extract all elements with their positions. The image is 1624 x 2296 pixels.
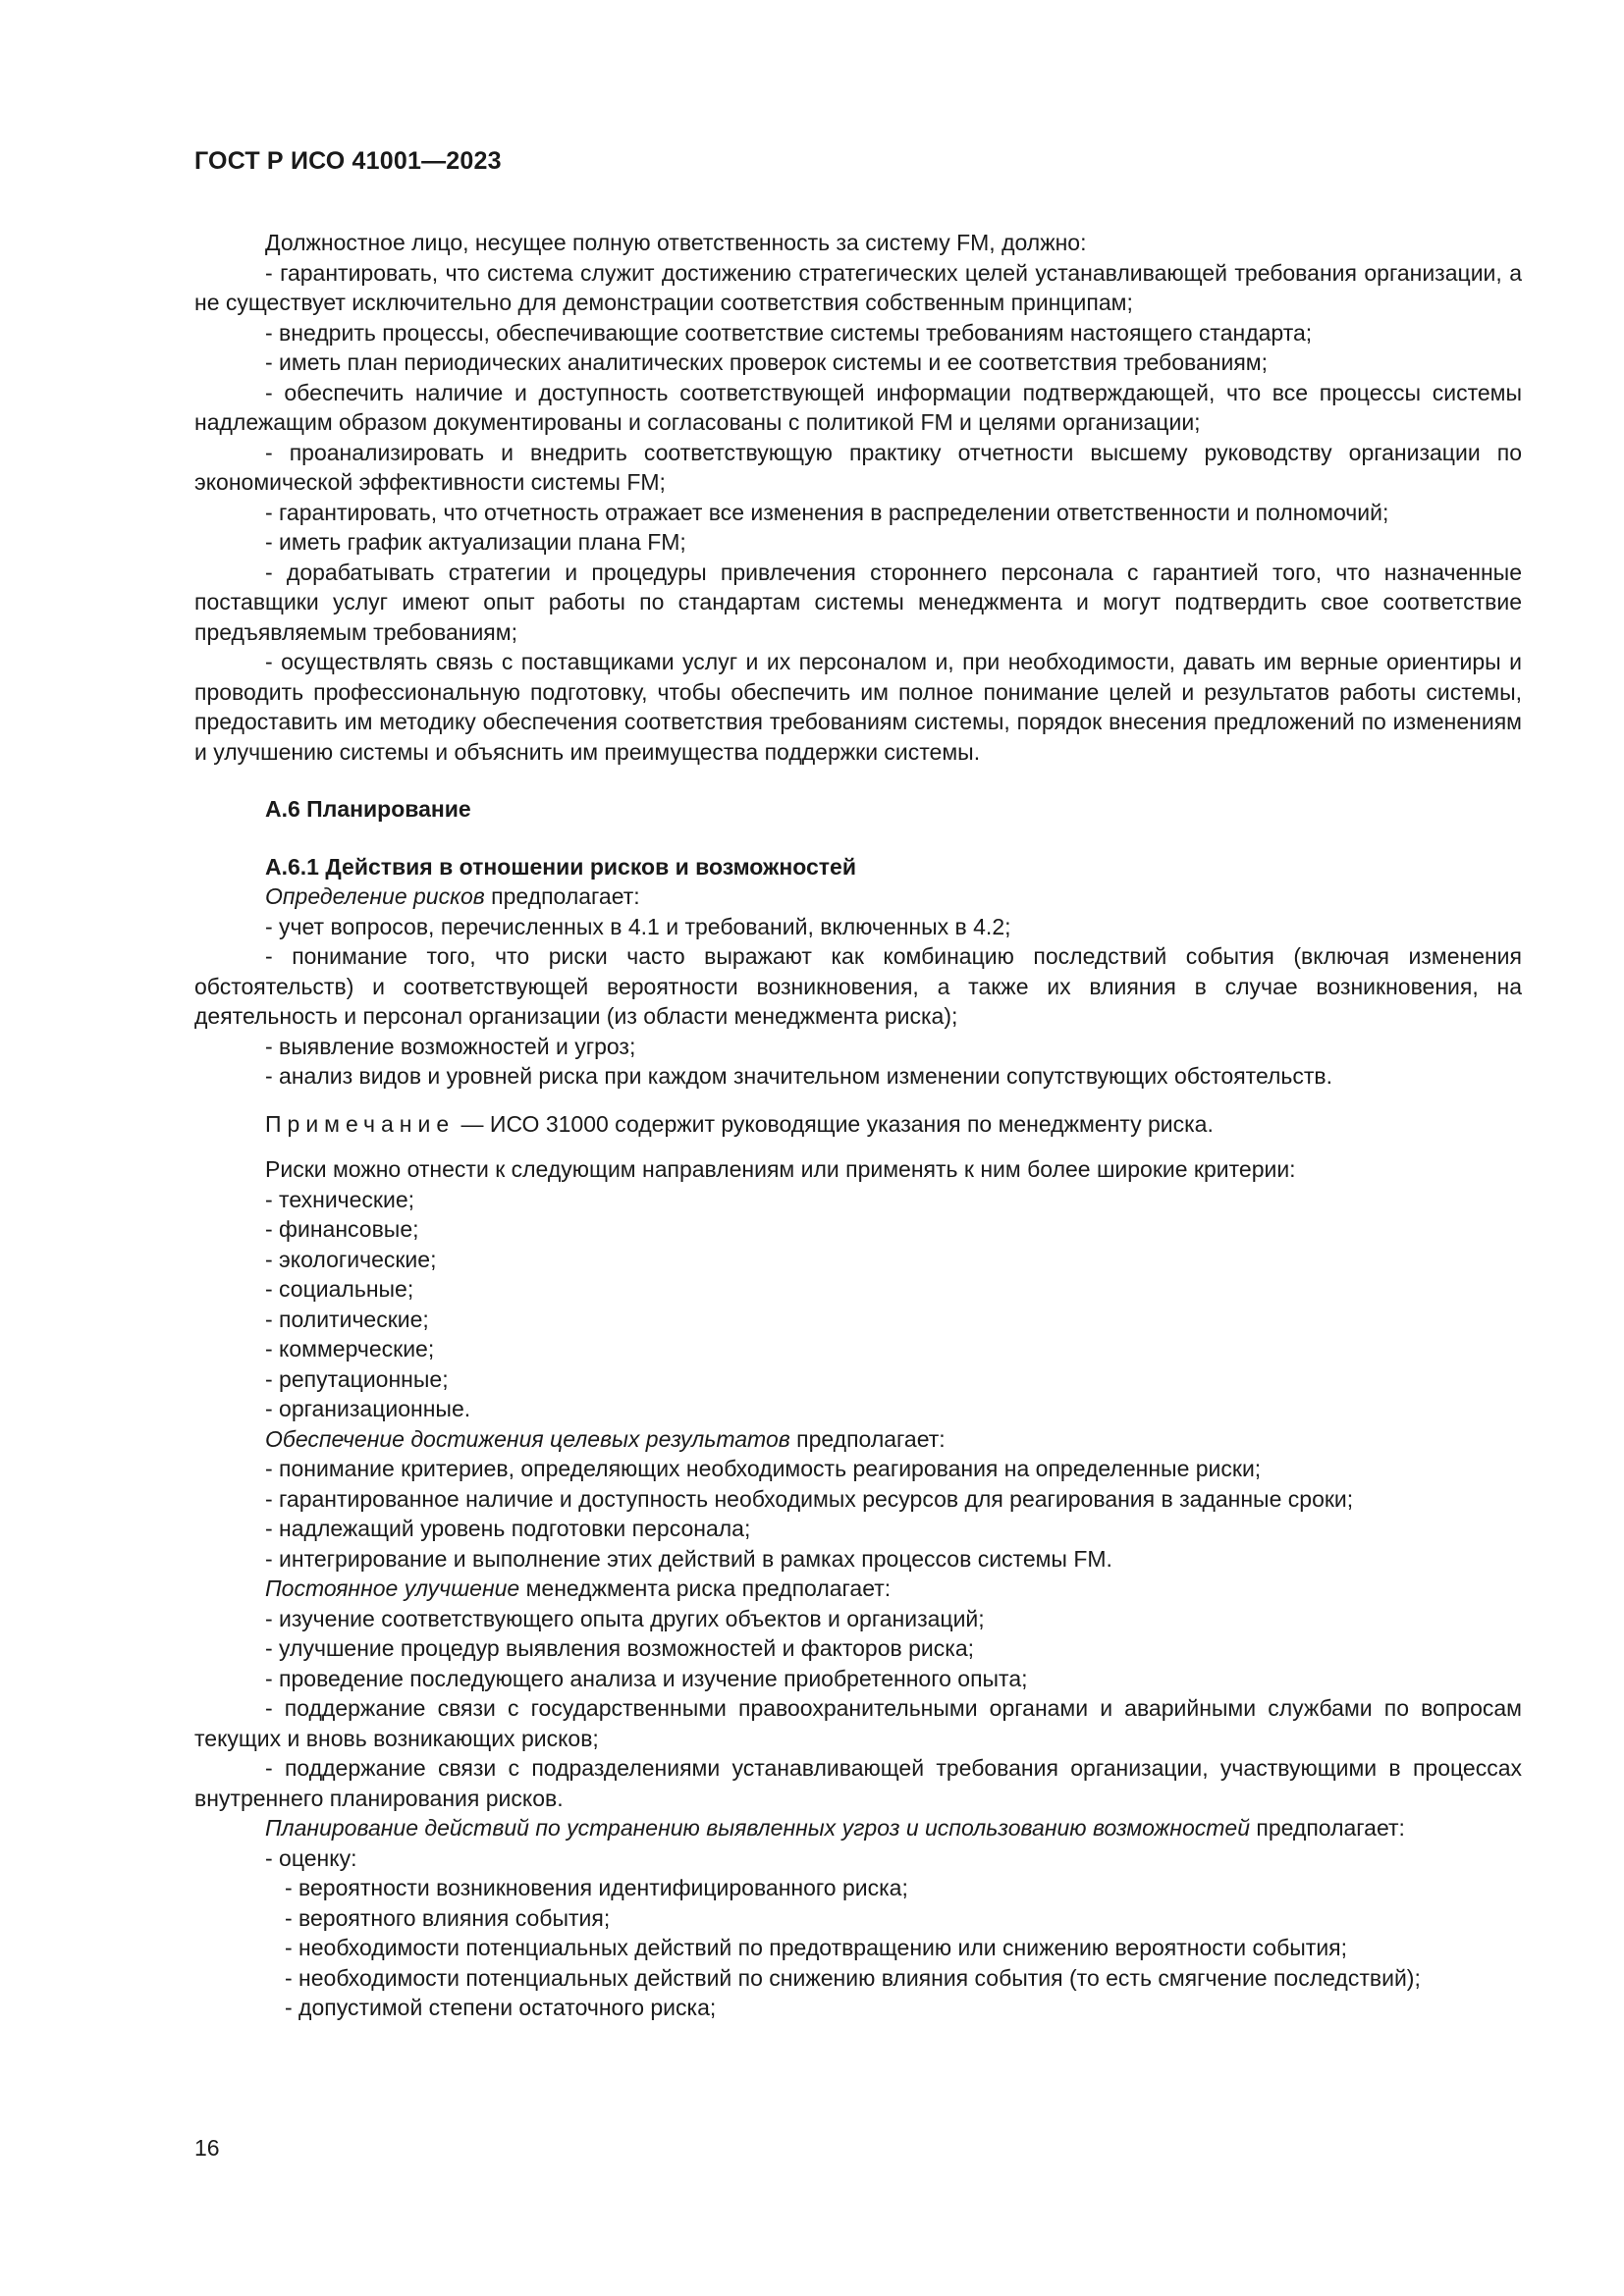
risk-definition-item: - выявление возможностей и угроз; [265,1033,636,1059]
improvement-item: - поддержание связи с государственными правоохранительными органами и аварийными службами по вопросам текущих и вновь возникающих рисков; [194,1695,1522,1751]
targets-item: - надлежащий уровень подготовки персонала; [265,1516,751,1541]
planning-item: - оценку: [265,1844,357,1871]
planning-lead [194,1813,1522,1843]
targets-term: Обеспечение достижения целевых результатов [265,1425,790,1452]
note [194,1109,1522,1140]
duty-item: - дорабатывать стратегии и процедуры привлечения стороннего персонала с гарантией того, что назначенные поставщики услуг имеют опыт работы по стандартам системы менеджмента и могут подтвердить свое соответствие предъявляемым требованиям; [194,559,1522,645]
improvement-item: - проведение последующего анализа и изучение приобретенного опыта; [265,1665,1028,1691]
duty-item: - иметь план периодических аналитических проверок системы и ее соответствия требованиям; [265,349,1268,375]
targets-lead [194,1424,1522,1455]
risk-definition-rest: предполагает: [484,883,640,909]
section-heading-a6: А.6 Планирование [265,796,471,822]
improvement-lead [194,1574,1522,1604]
planning-subitem: - необходимости потенциальных действий по предотвращению или снижению вероятности события; [285,1935,1348,1960]
duty-item: - осуществлять связь с поставщиками услуг и их персоналом и, при необходимости, давать им верные ориентиры и проводить профессиональную подготовку, чтобы обеспечить им полное понимание целей и результатов работы системы, предоставить им методику обеспечения соответствия требованиям системы, порядок внесения предложений по изменениям и улучшению системы и объяснить им преимущества поддержки системы. [194,649,1522,765]
direction-item: - репутационные; [265,1365,449,1392]
direction-item: - социальные; [265,1276,414,1302]
targets-item: - понимание критериев, определяющих необходимость реагирования на определенные риски; [265,1456,1262,1481]
intro-paragraph: Должностное лицо, несущее полную ответственность за систему FM, должно: [265,230,1087,255]
improvement-term: Постоянное улучшение [265,1575,520,1601]
page-number: 16 [194,2135,220,2161]
duty-item: - гарантировать, что отчетность отражает все изменения в распределении ответственности и полномочий; [265,499,1389,525]
direction-item: - коммерческие; [265,1336,435,1362]
duty-item: - проанализировать и внедрить соответствующую практику отчетности высшему руководству организации по экономической эффективности системы FM; [194,439,1522,495]
improvement-rest: менеджмента риска предполагает: [519,1575,892,1601]
duty-item: - внедрить процессы, обеспечивающие соответствие системы требованиям настоящего стандарта; [265,319,1313,346]
duty-item: - обеспечить наличие и доступность соответствующей информации подтверждающей, что все процессы системы надлежащим образом документированы и согласованы с политикой FM и целями организации; [194,379,1522,435]
duty-item: - иметь график актуализации плана FM; [265,529,686,555]
improvement-item: - изучение соответствующего опыта других объектов и организаций; [265,1605,985,1631]
note-text: — ИСО 31000 содержит руководящие указания по менеджменту риска. [455,1110,1214,1137]
directions-intro: Риски можно отнести к следующим направлениям или применять к ним более широкие критерии: [265,1156,1296,1182]
section-heading-a61: А.6.1 Действия в отношении рисков и возможностей [265,853,856,880]
direction-item: - политические; [265,1306,429,1332]
planning-subitem: - вероятного влияния события; [285,1904,611,1931]
direction-item: - финансовые; [265,1216,419,1242]
targets-rest: предполагает: [789,1425,946,1452]
planning-rest: предполагает: [1249,1815,1405,1841]
planning-term: Планирование действий по устранению выявленных угроз и использованию возможностей [265,1815,1250,1841]
note-label: Примечание [265,1110,456,1137]
direction-item: - технические; [265,1186,415,1212]
risk-definition-lead [194,881,1522,912]
improvement-item: - поддержание связи с подразделениями устанавливающей требования организации, участвующими в процессах внутреннего планирования рисков. [194,1755,1522,1811]
improvement-item: - улучшение процедур выявления возможностей и факторов риска; [265,1635,974,1661]
risk-definition-item: - понимание того, что риски часто выражают как комбинацию последствий события (включая изменения обстоятельств) и соответствующей вероятности возникновения, а также их влияния в случае возникновения, на деятельность и персонал организации (из области менеджмента риска); [194,943,1522,1029]
planning-subitem: - необходимости потенциальных действий по снижению влияния события (то есть смягчение последствий); [285,1964,1421,1991]
risk-definition-item: - анализ видов и уровней риска при каждом значительном изменении сопутствующих обстоятельств. [265,1063,1333,1089]
targets-item: - гарантированное наличие и доступность необходимых ресурсов для реагирования в заданные сроки; [265,1485,1354,1512]
risk-definition-term: Определение рисков [265,883,485,909]
targets-item: - интегрирование и выполнение этих действий в рамках процессов системы FM. [265,1545,1112,1572]
direction-item: - организационные. [265,1396,471,1421]
page-body [194,228,1522,2023]
duty-item: - гарантировать, что система служит достижению стратегических целей устанавливающей требования организации, а не существует исключительно для демонстрации соответствия собственным принципам; [194,259,1522,315]
direction-item: - экологические; [265,1246,437,1272]
risk-definition-item: - учет вопросов, перечисленных в 4.1 и требований, включенных в 4.2; [265,913,1011,939]
planning-subitem: - допустимой степени остаточного риска; [285,1995,717,2020]
document-header: ГОСТ Р ИСО 41001—2023 [194,147,502,175]
planning-subitem: - вероятности возникновения идентифицированного риска; [285,1875,908,1900]
